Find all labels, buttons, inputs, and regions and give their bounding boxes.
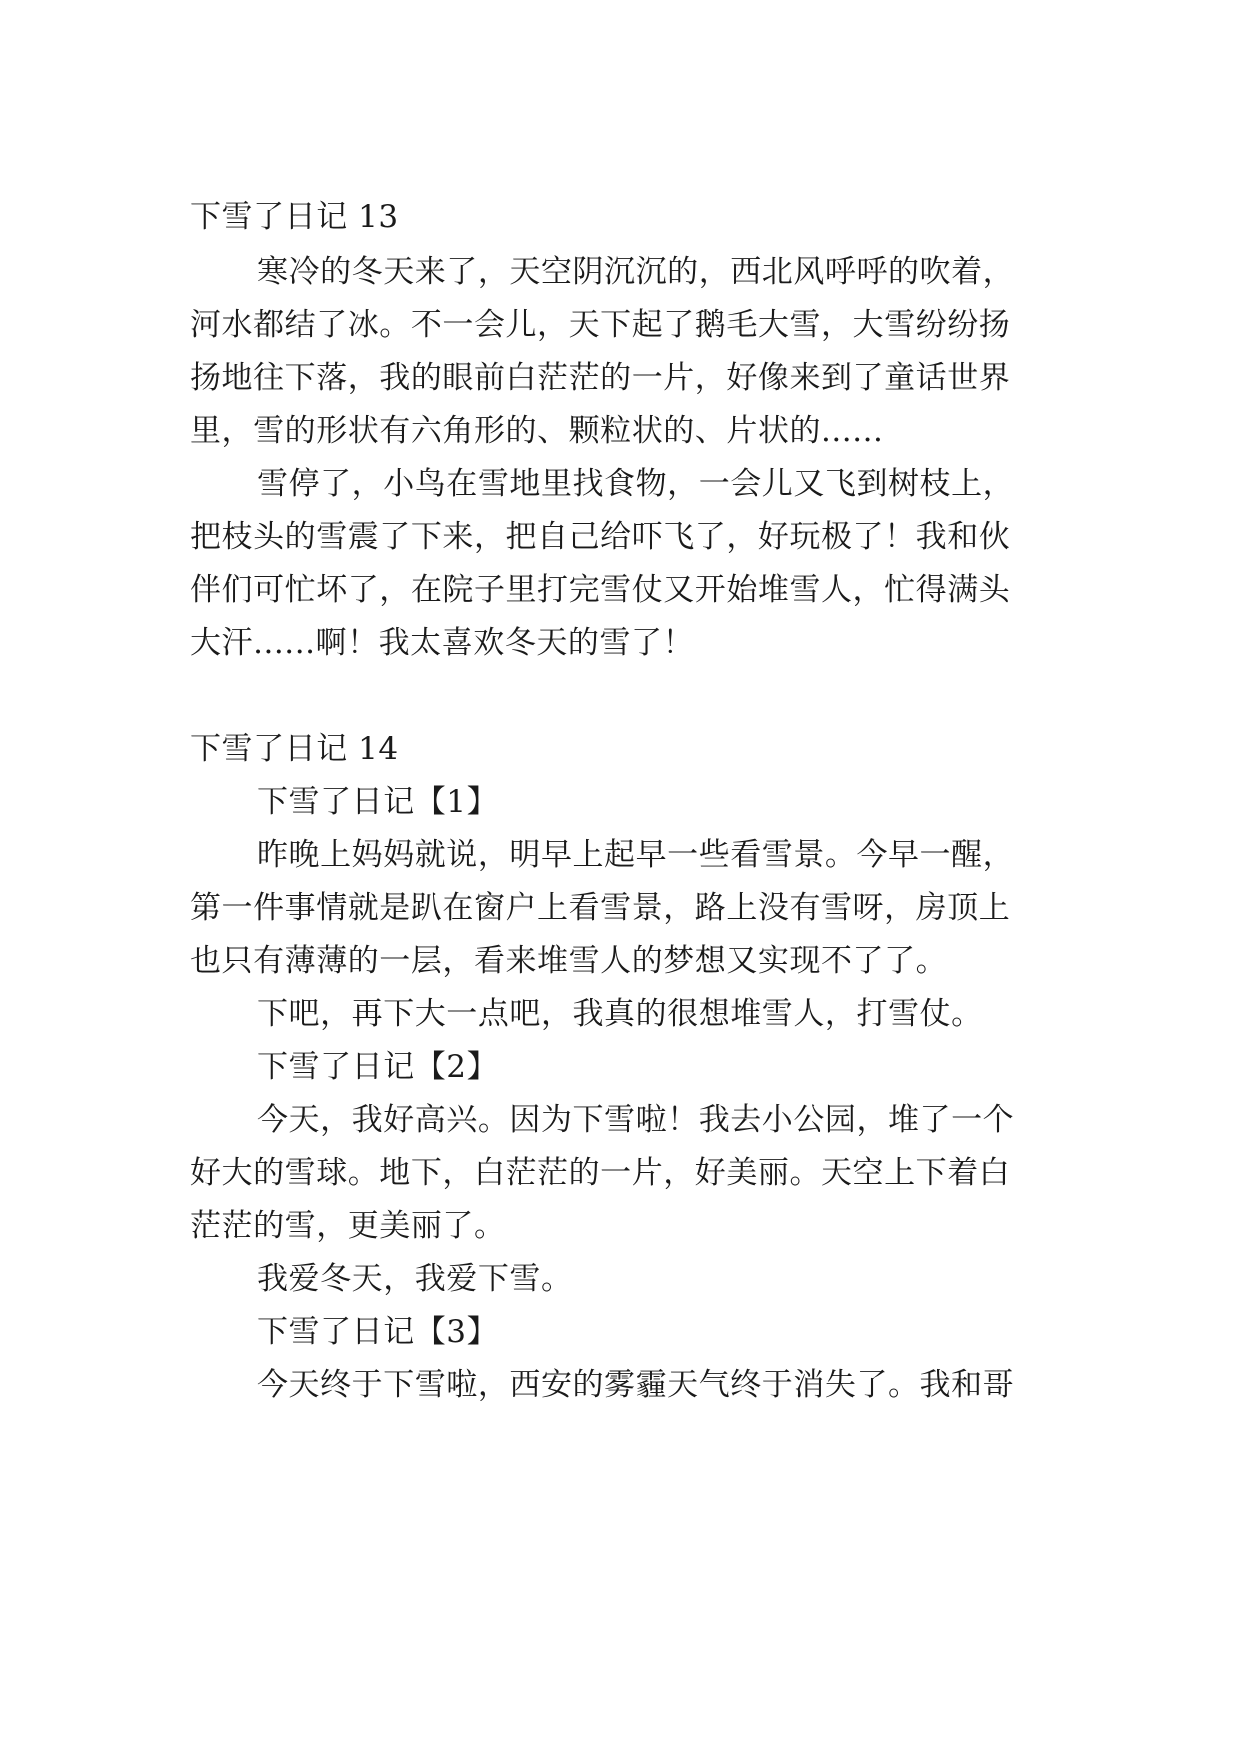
section-13-p1-line3: 扬地往下落，我的眼前白茫茫的一片，好像来到了童话世界: [190, 360, 1011, 396]
section-13-p1-line4: 里，雪的形状有六角形的、颗粒状的、片状的......: [190, 413, 884, 449]
diary-1-p1-line2: 第一件事情就是趴在窗户上看雪景，路上没有雪呀，房顶上: [190, 890, 1011, 926]
diary-1-p2-line1: 下吧，再下大一点吧，我真的很想堆雪人，打雪仗。: [257, 996, 983, 1032]
section-13-p2-line1: 雪停了，小鸟在雪地里找食物，一会儿又飞到树枝上，: [257, 466, 1015, 502]
diary-1-heading: 下雪了日记【1】: [257, 784, 499, 820]
section-14-title: 下雪了日记 14: [190, 731, 399, 767]
diary-2-p1-line3: 茫茫的雪，更美丽了。: [190, 1208, 506, 1244]
diary-3-heading: 下雪了日记【3】: [257, 1314, 499, 1350]
section-13-p2-line4: 大汗......啊！我太喜欢冬天的雪了！: [190, 625, 695, 661]
section-13-p1-line2: 河水都结了冰。不一会儿，天下起了鹅毛大雪，大雪纷纷扬: [190, 307, 1011, 343]
section-13-p2-line2: 把枝头的雪震了下来，把自己给吓飞了，好玩极了！我和伙: [190, 519, 1011, 555]
diary-2-p1-line2: 好大的雪球。地下，白茫茫的一片，好美丽。天空上下着白: [190, 1155, 1011, 1191]
diary-2-heading: 下雪了日记【2】: [257, 1049, 499, 1085]
section-13-title: 下雪了日记 13: [190, 199, 399, 235]
diary-1-p1-line1: 昨晚上妈妈就说，明早上起早一些看雪景。今早一醒，: [257, 837, 1015, 873]
section-13-p1-line1: 寒冷的冬天来了，天空阴沉沉的，西北风呼呼的吹着，: [257, 254, 1015, 290]
diary-2-p1-line1: 今天，我好高兴。因为下雪啦！我去小公园，堆了一个: [257, 1102, 1015, 1138]
diary-3-p1-line1: 今天终于下雪啦，西安的雾霾天气终于消失了。我和哥: [257, 1367, 1015, 1403]
diary-1-p1-line3: 也只有薄薄的一层，看来堆雪人的梦想又实现不了了。: [190, 943, 948, 979]
section-13-p2-line3: 伴们可忙坏了，在院子里打完雪仗又开始堆雪人，忙得满头: [190, 572, 1011, 608]
diary-2-p2-line1: 我爱冬天，我爱下雪。: [257, 1261, 573, 1297]
